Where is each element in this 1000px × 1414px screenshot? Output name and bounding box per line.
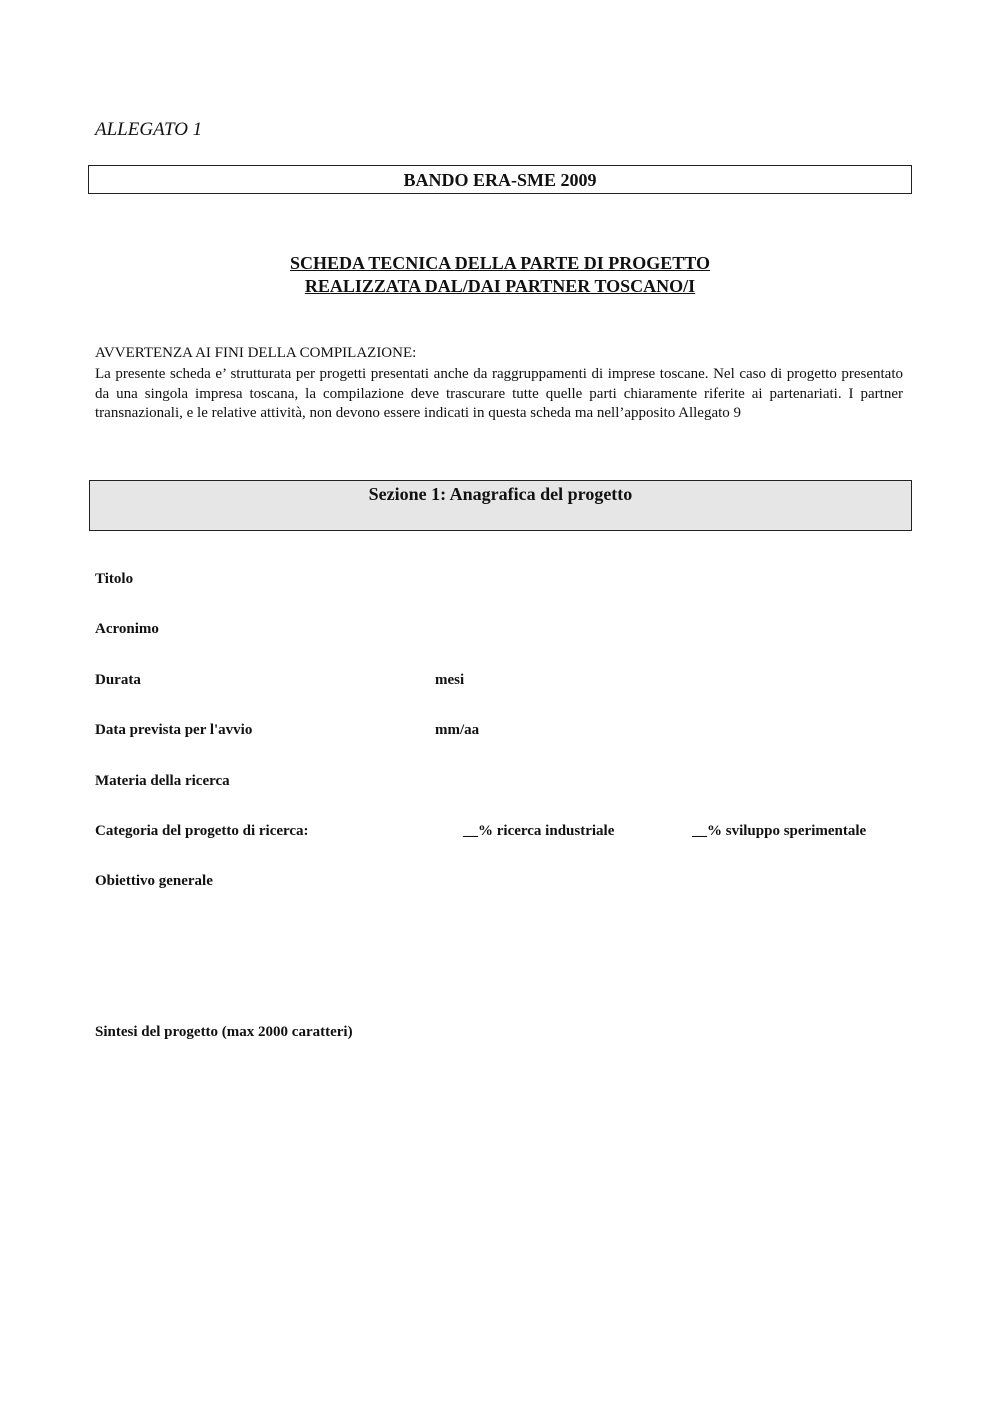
field-acronimo: Acronimo — [95, 621, 159, 637]
field-data-format: mm/aa — [435, 722, 480, 738]
field-titolo: Titolo — [95, 571, 134, 587]
field-sintesi: Sintesi del progetto (max 2000 caratteri) — [95, 1024, 353, 1040]
document-title-line1: SCHEDA TECNICA DELLA PARTE DI PROGETTO — [290, 253, 710, 273]
field-data-avvio: Data prevista per l'avvio — [95, 722, 253, 738]
field-categoria-ricerca-industriale: __% ricerca industriale — [463, 823, 615, 839]
warning-heading: AVVERTENZA AI FINI DELLA COMPILAZIONE: — [95, 345, 417, 361]
bando-title-box: BANDO ERA-SME 2009 — [88, 165, 912, 194]
field-categoria-sviluppo-sperimentale: __% sviluppo sperimentale — [692, 823, 867, 839]
field-durata-unit: mesi — [435, 672, 465, 688]
document-title-line2: REALIZZATA DAL/DAI PARTNER TOSCANO/I — [304, 276, 696, 296]
field-durata: Durata — [95, 672, 141, 688]
field-obiettivo: Obiettivo generale — [95, 873, 213, 889]
section-title: Sezione 1: Anagrafica del progetto — [368, 484, 633, 504]
field-materia: Materia della ricerca — [95, 773, 230, 789]
allegato-label: ALLEGATO 1 — [95, 119, 203, 140]
section-header-box — [89, 480, 912, 531]
field-categoria: Categoria del progetto di ricerca: — [95, 823, 309, 839]
warning-body: La presente scheda e’ strutturata per progetti presentati anche da raggruppamenti di imprese toscane. Nel caso di progetto presentato da una singola impresa toscana, la compilazione deve trascurare tutte quelle parti chiaramente riferite ai partenariati. I partner transnazionali, e le relative attività, non devono essere indicati in questa scheda ma nell’apposito Allegato 9 — [95, 366, 903, 421]
